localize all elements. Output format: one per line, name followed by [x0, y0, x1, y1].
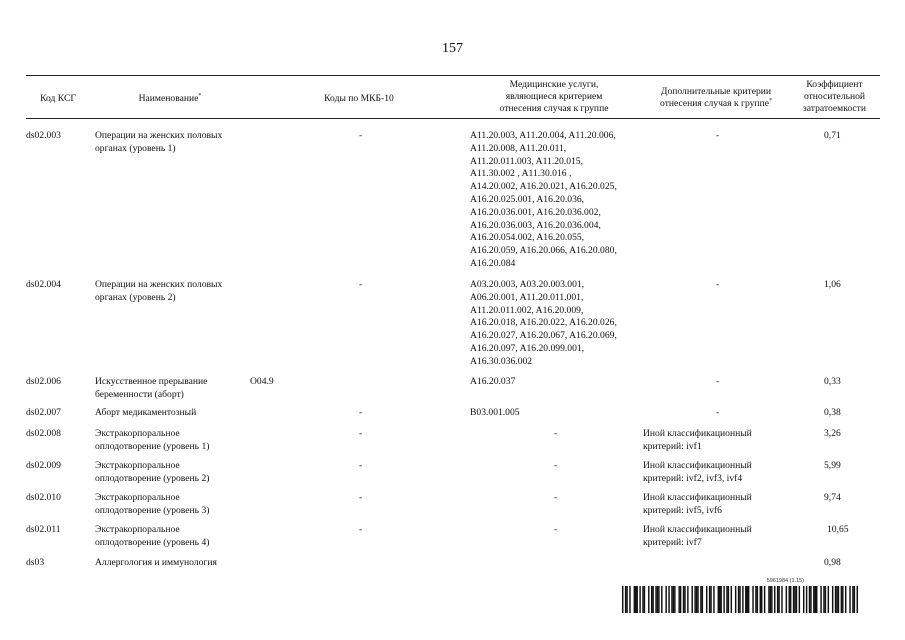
footnote-mark: * — [198, 92, 202, 99]
barcode-bar — [728, 586, 729, 613]
row-criteria-line: Иной классификационный — [643, 460, 752, 471]
barcode-bar — [652, 586, 653, 613]
barcode-bar — [629, 586, 630, 613]
row-services-line: A11.30.002 , A11.30.016 , — [470, 168, 572, 180]
header-code-text: Код КСГ — [40, 93, 76, 104]
row-criteria-line: Иной классификационный — [643, 428, 752, 439]
barcode-bar — [713, 586, 714, 613]
barcode-bar — [658, 586, 659, 613]
row-mkb: - — [359, 428, 363, 439]
row-name-line: Операции на женских половых — [95, 279, 223, 290]
barcode-bar — [697, 586, 698, 613]
barcode-bar — [770, 586, 771, 613]
barcode-bar — [661, 586, 662, 613]
row-services-line: A06.20.001, A11.20.011.001, — [470, 291, 584, 303]
header-criteria — [643, 86, 789, 110]
barcode-bar — [671, 586, 672, 613]
row-name-line: Операции на женских половых — [95, 130, 223, 141]
barcode-bar — [636, 586, 637, 613]
row-name-line: оплодотворение (уровень 4) — [95, 536, 210, 548]
row-name-line: Экстракорпоральное — [95, 524, 180, 535]
row-services-line: A16.20.059, A16.20.066, A16.20.080, — [470, 245, 617, 257]
barcode-bar — [748, 586, 749, 613]
row-coef: 0,38 — [824, 407, 841, 418]
row-services-line: A11.20.003, A11.20.004, A11.20.006, — [470, 130, 616, 141]
barcode-bar — [752, 586, 753, 613]
barcode-bar — [803, 586, 804, 613]
row-coef: 10,65 — [827, 524, 849, 535]
barcode-bar — [747, 586, 748, 613]
barcode-bar — [691, 586, 692, 613]
barcode-bar — [644, 586, 645, 613]
table-header-rule — [26, 118, 880, 119]
row-services-line: A16.20.097, A16.20.099.001, — [470, 342, 585, 354]
row-name-line: Экстракорпоральное — [95, 460, 180, 471]
row-mkb: - — [359, 492, 363, 503]
row-code: ds02.010 — [26, 492, 61, 503]
barcode-bar — [793, 586, 794, 613]
row-services-line: B03.001.005 — [470, 407, 520, 418]
barcode-bar — [841, 586, 842, 613]
barcode-bar — [781, 586, 782, 613]
barcode-bar — [816, 586, 817, 613]
barcode-bar — [813, 586, 814, 613]
barcode-bar — [761, 586, 762, 613]
barcode-bar — [828, 586, 829, 613]
header-mkb — [250, 93, 468, 105]
row-name — [95, 407, 196, 420]
barcode-bar — [789, 586, 790, 613]
row-services-line: A16.20.054.002, A16.20.055, — [470, 232, 585, 244]
barcode-bar — [809, 586, 810, 613]
row-services — [470, 407, 520, 420]
barcode-bar — [683, 586, 684, 613]
row-name-line: Аллергология и иммунология — [95, 557, 217, 568]
row-services-line: A16.20.036.003, A16.20.036.004, — [470, 219, 601, 231]
barcode-bar — [815, 586, 816, 613]
row-criteria: - — [716, 376, 720, 387]
barcode-bar — [684, 586, 685, 613]
barcode — [622, 586, 858, 613]
row-services-line: A11.20.011.003, A11.20.015, — [470, 155, 583, 167]
row-criteria-line: критерий: ivf5, ivf6 — [643, 504, 722, 516]
row-mkb: - — [359, 524, 363, 535]
header-services-line: отнесения случая к группе — [499, 103, 609, 114]
barcode-bar — [731, 586, 732, 613]
row-coef: 0,98 — [824, 557, 841, 568]
row-code: ds02.009 — [26, 460, 61, 471]
header-criteria-line: Дополнительные критерии — [660, 86, 772, 97]
footnote-mark: * — [768, 97, 772, 104]
row-name-line: оплодотворение (уровень 2) — [95, 472, 210, 484]
row-services — [470, 130, 617, 271]
row-code: ds02.006 — [26, 376, 61, 387]
barcode-bar — [648, 586, 649, 613]
row-services-line: A16.30.036.002 — [470, 355, 533, 367]
header-services-line: являющиеся критерием — [505, 91, 603, 102]
barcode-label: 5961984 (1.15) — [766, 578, 804, 584]
barcode-bar — [709, 586, 710, 613]
barcode-bar — [665, 586, 666, 613]
barcode-bar — [852, 586, 853, 613]
barcode-bar — [777, 586, 778, 613]
barcode-bar — [657, 586, 658, 613]
barcode-bar — [806, 586, 807, 613]
barcode-bar — [710, 586, 711, 613]
row-criteria — [643, 524, 752, 550]
row-services — [470, 279, 617, 369]
barcode-bar — [651, 586, 652, 613]
row-coef: 1,06 — [824, 279, 841, 290]
row-name-line: оплодотворение (уровень 1) — [95, 440, 210, 452]
barcode-bar — [854, 586, 855, 613]
barcode-bar — [857, 586, 858, 613]
barcode-bar — [718, 586, 719, 613]
barcode-bar — [742, 586, 743, 613]
header-services-line: Медицинские услуги, — [509, 79, 599, 90]
row-code: ds02.004 — [26, 279, 61, 290]
barcode-bar — [694, 586, 695, 613]
barcode-bar — [794, 586, 795, 613]
barcode-bar — [687, 586, 688, 613]
barcode-bar — [706, 586, 707, 613]
row-services-line: A16.20.025.001, A16.20.036, — [470, 193, 585, 205]
row-name — [95, 130, 222, 156]
row-criteria-line: критерий: ivf7 — [643, 536, 702, 548]
barcode-bar — [845, 586, 846, 613]
row-name-line: Экстракорпоральное — [95, 492, 180, 503]
row-name — [95, 460, 209, 486]
barcode-bar — [626, 586, 627, 613]
row-criteria — [643, 492, 752, 518]
barcode-bar — [735, 586, 736, 613]
row-coef: 9,74 — [824, 492, 841, 503]
barcode-bar — [723, 586, 724, 613]
barcode-bar — [696, 586, 697, 613]
barcode-bar — [642, 586, 643, 613]
row-coef: 5,99 — [824, 460, 841, 471]
barcode-bar — [726, 586, 727, 613]
barcode-bar — [625, 586, 626, 613]
header-coef-line: Коэффициент — [806, 79, 863, 90]
barcode-bar — [810, 586, 811, 613]
row-services-line: A16.20.037 — [470, 376, 516, 387]
row-name-line: оплодотворение (уровень 3) — [95, 504, 210, 516]
barcode-bar — [622, 586, 623, 613]
row-criteria: - — [716, 130, 720, 141]
row-name-line: органах (уровень 1) — [95, 142, 176, 154]
barcode-bar — [832, 586, 833, 613]
header-coef-line: затратоемкости — [802, 103, 867, 114]
barcode-bar — [835, 586, 836, 613]
row-criteria-line: критерий: ivf2, ivf3, ivf4 — [643, 472, 743, 484]
row-criteria-line: критерий: ivf1 — [643, 440, 702, 452]
row-services: - — [554, 460, 558, 471]
row-name-line: Экстракорпоральное — [95, 428, 180, 439]
row-services — [470, 376, 515, 389]
row-mkb: - — [359, 407, 363, 418]
barcode-bar — [820, 586, 821, 613]
row-services-line: A11.20.008, A11.20.011, — [470, 142, 567, 154]
row-services: - — [554, 492, 558, 503]
header-coef-line: относительной — [803, 91, 866, 102]
barcode-bar — [635, 586, 636, 613]
barcode-bar — [778, 586, 779, 613]
row-name-line: Искусственное прерывание — [95, 376, 208, 387]
table-top-rule — [26, 75, 880, 76]
row-criteria-line: Иной классификационный — [643, 492, 752, 503]
row-services-line: A16.20.027, A16.20.067, A16.20.069, — [470, 330, 617, 342]
barcode-bar — [771, 586, 772, 613]
row-code: ds02.003 — [26, 130, 61, 141]
header-mkb-text: Коды по МКБ-10 — [324, 93, 394, 104]
row-name — [95, 492, 209, 518]
barcode-bar — [738, 586, 739, 613]
barcode-bar — [760, 586, 761, 613]
header-name-text: Наименование — [138, 93, 199, 104]
row-name — [95, 524, 209, 550]
barcode-bar — [674, 586, 675, 613]
row-coef: 0,71 — [824, 130, 841, 141]
barcode-bar — [639, 586, 640, 613]
barcode-bar — [634, 586, 635, 613]
row-services: - — [554, 428, 558, 439]
row-mkb: - — [359, 279, 363, 290]
row-services: - — [554, 524, 558, 535]
row-services-line: A16.20.084 — [470, 257, 516, 269]
barcode-bar — [774, 586, 775, 613]
row-coef: 0,33 — [824, 376, 841, 387]
barcode-bar — [673, 586, 674, 613]
header-criteria-line: отнесения случая к группе — [660, 98, 769, 109]
barcode-bar — [764, 586, 765, 613]
row-services-line: A14.20.002, A16.20.021, A16.20.025, — [470, 181, 617, 193]
row-mkb: - — [359, 460, 363, 471]
barcode-bar — [842, 586, 843, 613]
barcode-bar — [739, 586, 740, 613]
row-criteria-line: Иной классификационный — [643, 524, 752, 535]
row-name — [95, 376, 207, 402]
barcode-bar — [849, 586, 850, 613]
barcode-bar — [790, 586, 791, 613]
row-name — [95, 279, 222, 305]
row-mkb: O04.9 — [250, 376, 274, 387]
header-services — [465, 79, 643, 115]
barcode-bar — [720, 586, 721, 613]
barcode-bar — [799, 586, 800, 613]
barcode-bar — [668, 586, 669, 613]
row-name-line: беременности (аборт) — [95, 388, 184, 400]
barcode-bar — [786, 586, 787, 613]
barcode-bar — [757, 586, 758, 613]
row-criteria: - — [716, 279, 720, 290]
barcode-bar — [838, 586, 839, 613]
header-code — [26, 93, 90, 105]
row-mkb: - — [359, 130, 363, 141]
barcode-bar — [755, 586, 756, 613]
barcode-bar — [655, 586, 656, 613]
row-name — [95, 428, 209, 454]
barcode-bar — [836, 586, 837, 613]
row-code: ds02.008 — [26, 428, 61, 439]
row-code: ds02.011 — [26, 524, 61, 535]
barcode-bar — [680, 586, 681, 613]
barcode-bar — [719, 586, 720, 613]
barcode-bar — [823, 586, 824, 613]
row-services-line: A11.20.011.002, A16.20.009, — [470, 304, 584, 316]
row-criteria — [643, 460, 752, 486]
row-services-line: A16.20.018, A16.20.022, A16.20.026, — [470, 317, 617, 329]
row-name — [95, 557, 217, 570]
row-name-line: Аборт медикаментозный — [95, 407, 197, 418]
page-number: 157 — [442, 41, 463, 56]
barcode-bar — [796, 586, 797, 613]
row-services-line: A03.20.003, A03.20.003.001, — [470, 279, 585, 290]
row-coef: 3,26 — [824, 428, 841, 439]
row-code: ds02.007 — [26, 407, 61, 418]
header-coef — [789, 79, 880, 115]
barcode-bar — [700, 586, 701, 613]
row-services-line: A16.20.036.001, A16.20.036.002, — [470, 206, 601, 218]
row-name-line: органах (уровень 2) — [95, 291, 176, 303]
row-code: ds03 — [26, 557, 45, 568]
row-criteria — [643, 428, 752, 454]
header-name — [95, 93, 245, 105]
barcode-bar — [825, 586, 826, 613]
barcode-bar — [678, 586, 679, 613]
barcode-bar — [702, 586, 703, 613]
row-criteria: - — [716, 407, 720, 418]
barcode-bar — [768, 586, 769, 613]
barcode-bar — [745, 586, 746, 613]
